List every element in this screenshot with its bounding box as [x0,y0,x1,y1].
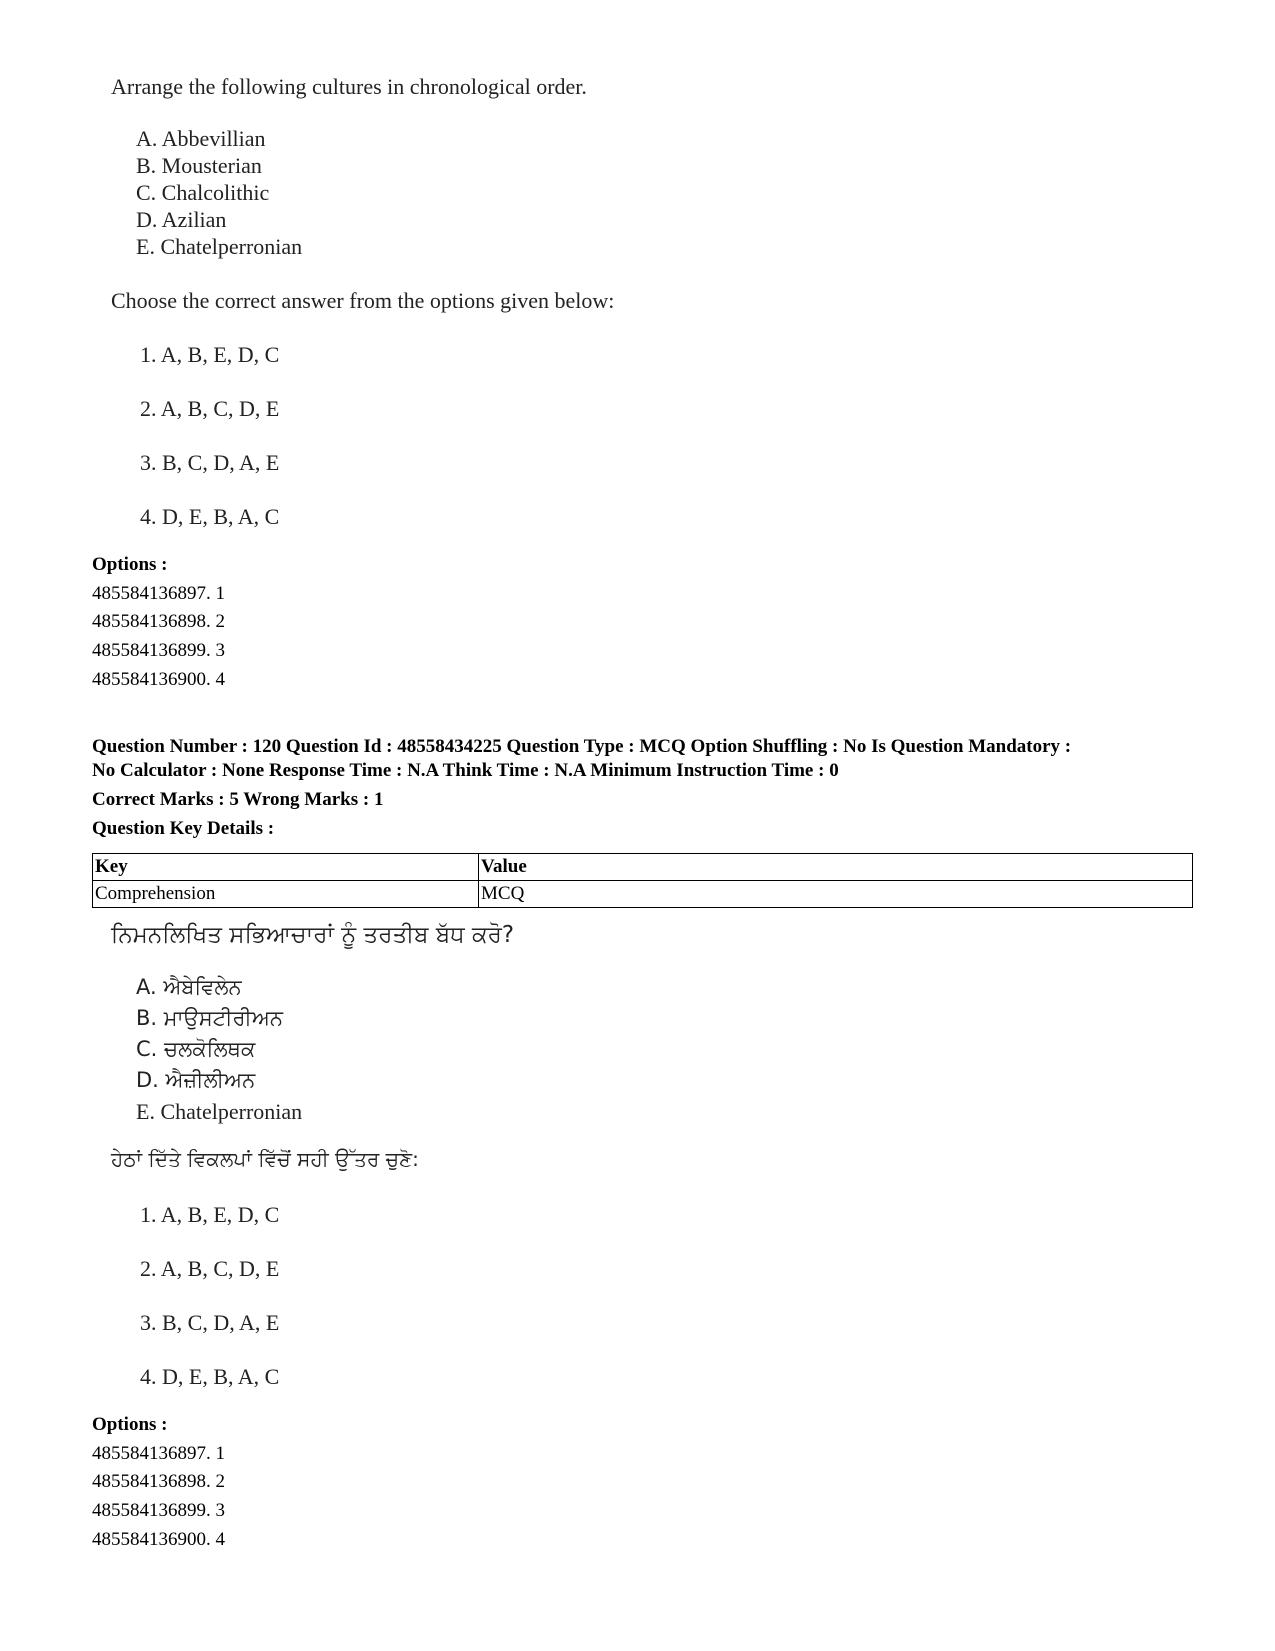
list-item: B. ਮਾਉਸਟੀਰੀਅਨ [136,1006,284,1030]
list-item: A. ਐਬੇਵਿਲੇਨ [136,975,242,999]
table-cell: MCQ [479,881,1193,908]
option-id: 485584136900. 4 [92,1529,225,1550]
question-meta-line2: No Calculator : None Response Time : N.A Think Time : N.A Minimum Instruction Time : 0 [92,760,839,781]
question-key-table [92,853,1193,908]
table-header-value: Value [479,854,1193,881]
list-item: B. Mousterian [136,153,262,178]
answer-choice: 3. B, C, D, A, E [140,450,280,475]
answer-choice: 1. A, B, E, D, C [140,1202,280,1227]
question-instruction: Choose the correct answer from the options given below: [111,288,615,313]
question-stem: Arrange the following cultures in chronological order. [111,74,587,99]
answer-choice: 1. A, B, E, D, C [140,342,280,367]
options-label: Options : [92,1414,168,1435]
marks-line: Correct Marks : 5 Wrong Marks : 1 [92,789,384,810]
option-id: 485584136897. 1 [92,583,225,604]
answer-choice: 3. B, C, D, A, E [140,1310,280,1335]
option-id: 485584136897. 1 [92,1443,225,1464]
list-item: A. Abbevillian [136,126,266,151]
option-id: 485584136899. 3 [92,640,225,661]
table-cell: Comprehension [93,881,479,908]
option-id: 485584136898. 2 [92,611,225,632]
list-item: D. Azilian [136,207,227,232]
table-header-row [93,854,1193,881]
list-item: E. Chatelperronian [136,1099,303,1124]
question-meta-line1: Question Number : 120 Question Id : 48558434225 Question Type : MCQ Option Shuffling : No Is Question Mandatory : [92,736,1072,757]
answer-choice: 2. A, B, C, D, E [140,1256,280,1281]
table-header-key: Key [93,854,479,881]
list-item: D. ਐਜ਼ੀਲੀਅਨ [136,1068,256,1092]
list-item: E. Chatelperronian [136,234,303,259]
answer-choice: 2. A, B, C, D, E [140,396,280,421]
question-instruction: ਹੇਠਾਂ ਦਿੱਤੇ ਵਿਕਲਪਾਂ ਵਿੱਚੋਂ ਸਹੀ ਉੱਤਰ ਚੁਣੋ: [111,1147,419,1171]
option-id: 485584136899. 3 [92,1500,225,1521]
key-details-label: Question Key Details : [92,818,275,839]
option-id: 485584136900. 4 [92,669,225,690]
answer-choice: 4. D, E, B, A, C [140,504,280,529]
table-row [93,881,1193,908]
options-label: Options : [92,554,168,575]
question-stem: ਨਿਮਨਲਿਖਿਤ ਸਭਿਆਚਾਰਾਂ ਨੂੰ ਤਰਤੀਬ ਬੱਧ ਕਰੋ? [111,922,515,948]
list-item: C. ਚਲਕੋਲਿਥਕ [136,1037,256,1061]
answer-choice: 4. D, E, B, A, C [140,1364,280,1389]
option-id: 485584136898. 2 [92,1471,225,1492]
list-item: C. Chalcolithic [136,180,270,205]
